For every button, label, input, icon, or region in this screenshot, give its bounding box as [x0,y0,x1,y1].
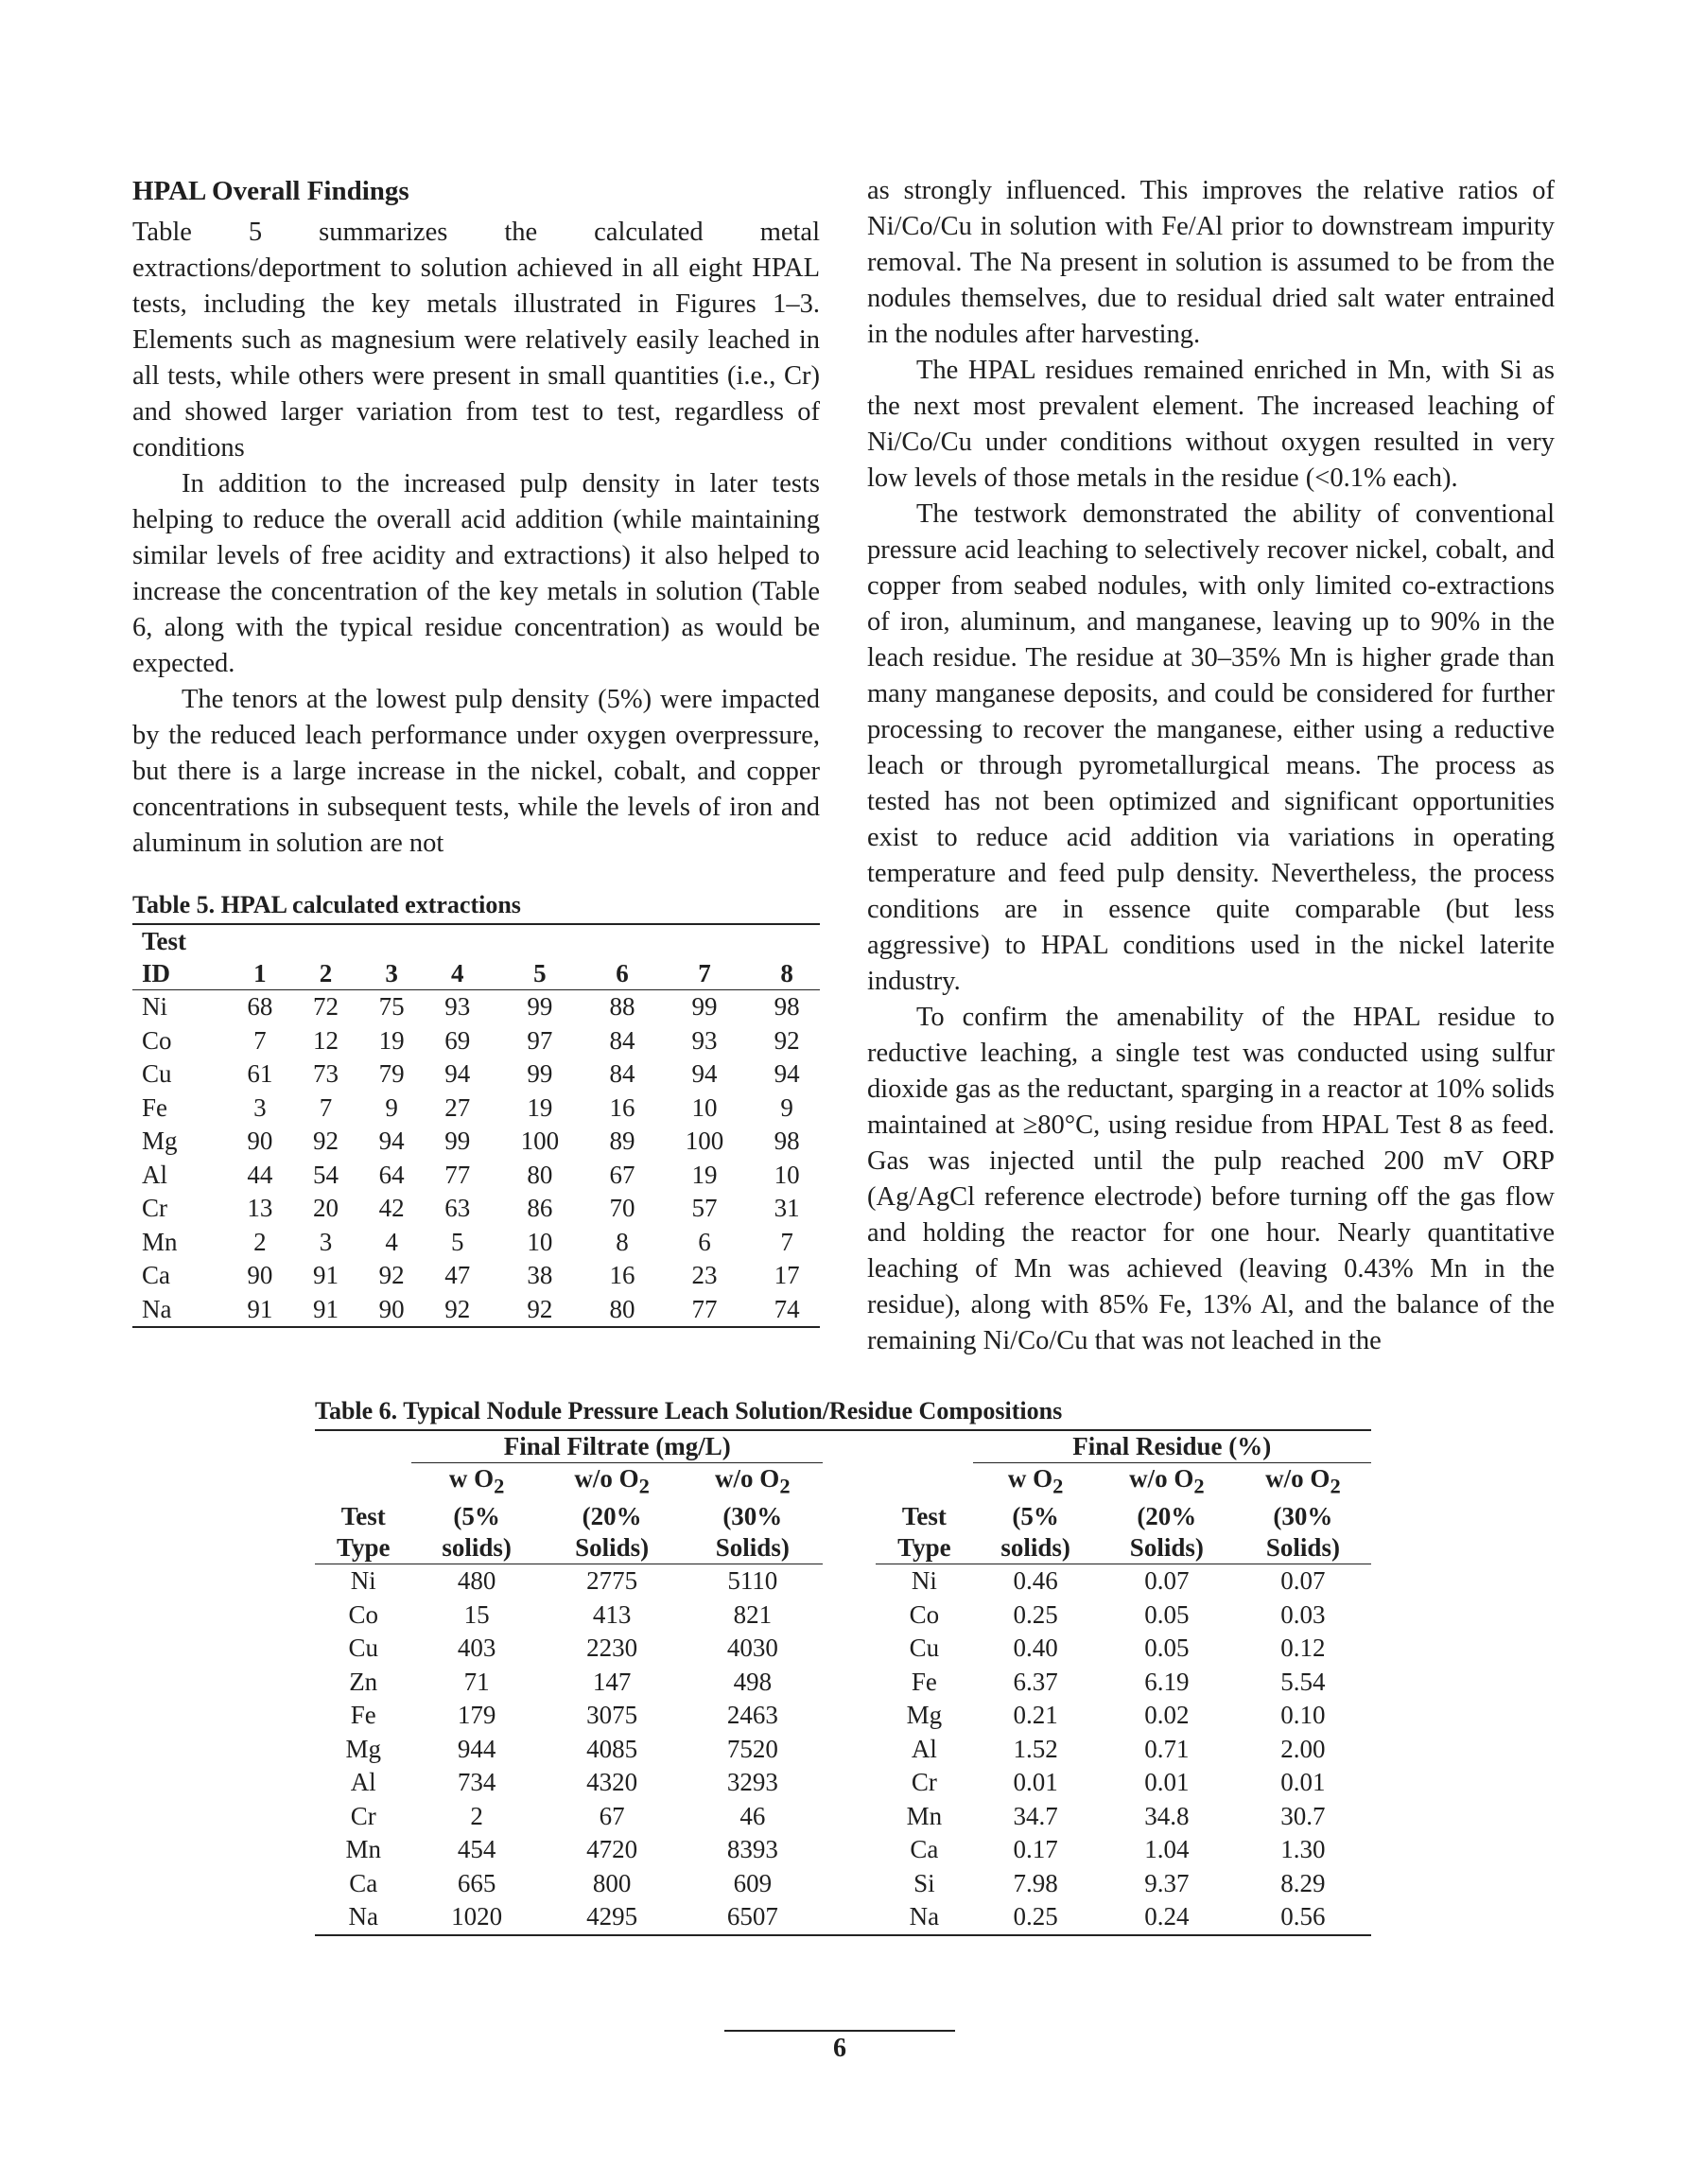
table-cell: 5 [451,1227,464,1256]
table-cell: 98 [774,992,800,1021]
table-cell: 44 [247,1160,273,1189]
table-cell: 8393 [726,1835,778,1864]
table-cell: 147 [592,1667,632,1696]
table-cell: 67 [599,1801,625,1830]
table-5-test-id: 5 [491,957,590,990]
element-label: Fe [350,1701,376,1730]
table-cell: 71 [463,1667,490,1696]
table-5-header-id: ID [132,957,227,990]
paragraph: as strongly influenced. This improves the relative ratios of Ni/Co/Cu in solution with Fe/Al prior to downstream impurity removal. The Na present in solution is assumed to be from the nodules themselves, due to residual dried salt water entrained in the nodules after harvesting. [867,176,1555,349]
table-cell: 99 [527,992,553,1021]
element-label: Al [142,1160,167,1189]
table-cell: 3 [253,1092,267,1122]
table-cell: 69 [444,1025,471,1055]
table-cell: 30.7 [1280,1801,1326,1830]
element-label: Mn [142,1227,178,1256]
element-label: Mg [906,1701,943,1730]
element-label: Na [876,1900,972,1935]
table-5-test-id: 7 [655,957,755,990]
table-cell: 84 [609,1059,635,1088]
table-cell: 79 [378,1059,405,1088]
element-label: Cr [350,1801,376,1830]
page-number: 6 [833,2034,846,2063]
element-label: Zn [349,1667,378,1696]
table-5-grid [132,925,820,1328]
table-cell: 20 [312,1194,339,1222]
table-cell: 92 [425,1293,491,1328]
table-cell: 86 [527,1194,553,1222]
table-5-test-id: 1 [227,957,293,990]
table-cell: 94 [774,1059,800,1088]
table-5-test-id: 4 [425,957,491,990]
table-cell: 34.8 [1144,1801,1190,1830]
table-cell: 0.40 [1013,1634,1058,1663]
table-cell: 7 [780,1227,793,1256]
element-label: Na [315,1900,411,1935]
table-cell: 3293 [726,1768,778,1797]
column-gap [823,1632,876,1666]
element-label: Ni [911,1566,937,1596]
table-cell: 16 [609,1261,635,1289]
element-label: Ca [910,1835,939,1864]
table-row [132,990,820,1024]
table-cell: 1.30 [1280,1835,1326,1864]
column-header-test-type: Test Type [876,1463,972,1564]
table-cell: 10 [527,1227,553,1256]
table-cell: 19 [527,1092,553,1122]
column-gap [823,1733,876,1767]
column-header-w-o2-5: w $O_2$ (5% solids) [973,1463,1099,1564]
table-cell: 77 [444,1160,471,1189]
table-cell: 99 [527,1059,553,1088]
element-label: Mg [142,1127,178,1155]
group-header-filtrate: Final Filtrate (mg/L) [411,1431,823,1463]
table-5-test-id: 2 [293,957,359,990]
element-label: Cu [909,1634,940,1663]
table-cell: 0.24 [1099,1900,1235,1935]
table-cell: 0.21 [1013,1701,1058,1730]
table-cell: 94 [691,1059,718,1088]
table-cell: 0.05 [1144,1634,1190,1663]
table-cell: 0.03 [1280,1599,1326,1629]
table-cell: 734 [457,1768,496,1797]
column-header-w-o2-5: w $O_2$ (5% solids) [411,1463,541,1564]
table-cell: 2463 [726,1701,778,1730]
table-row [315,1867,1371,1901]
paragraph: To confirm the amenability of the HPAL residue to reductive leaching, a single test was conducted using sulfur dioxide gas as the reductant, sparging in a reactor at 10% solids maintained at ≥80°C, using residue from HPAL Test 8 as feed. Gas was injected until the pulp reached 200 mV ORP (Ag/AgCl reference electrode) before turning off the gas flow and holding the reactor for one hour. Nearly quantitative leaching of Mn was achieved (leaving 0.43% Mn in the residue), along with 85% Fe, 13% Al, and the balance of the remaining Ni/Co/Cu that was not leached in the [867,1003,1555,1355]
column-gap [823,1599,876,1633]
table-cell: 98 [774,1127,800,1155]
table-cell: 75 [378,992,405,1021]
table-row [315,1599,1371,1633]
table-cell: 0.25 [973,1900,1099,1935]
section-title: HPAL Overall Findings [132,176,409,206]
table-cell: 92 [378,1261,405,1289]
table-cell: 0.12 [1280,1634,1326,1663]
table-cell: 3 [319,1227,333,1256]
element-label: Ni [142,992,167,1021]
paragraph: Table 5 summarizes the calculated metal extractions/deportment to solution achieved in all eight HPAL tests, including the key metals illustrated in Figures 1–3. Elements such as magnesium were relatively easily leached in all tests, while others were present in small quantities (i.e., Cr) and showed larger variation from test to test, regardless of conditions [132,218,820,463]
table-row [132,1024,820,1058]
table-row [315,1632,1371,1666]
element-label: Ca [349,1868,378,1897]
paragraph: The tenors at the lowest pulp density (5%) were impacted by the reduced leach performance under oxygen overpressure, but there is a large increase in the nickel, cobalt, and copper concentrations in subsequent tests, while the levels of iron and aluminum in solution are not [132,685,820,858]
element-label: Co [142,1025,172,1055]
column-gap [823,1867,876,1901]
paragraph: The HPAL residues remained enriched in Mn, with Si as the next most prevalent element. The increased leaching of Ni/Co/Cu under conditions without oxygen resulted in very low levels of those metals in the residue (<0.1% each). [867,356,1555,493]
element-label: Fe [911,1667,937,1696]
table-cell: 84 [609,1025,635,1055]
element-label: Cr [142,1194,167,1222]
table-cell: 413 [592,1599,632,1629]
table-cell: 2230 [586,1634,638,1663]
table-cell: 12 [312,1025,339,1055]
paragraph: The testwork demonstrated the ability of conventional pressure acid leaching to selectively recover nickel, cobalt, and copper from seabed nodules, with only limited co-extractions of iron, aluminum, and manganese, leaving up to 90% in the leach residue. The residue at 30–35% Mn is higher grade than many manganese deposits, and could be considered for further processing to recover the manganese, either using a reductive leach or through pyrometallurgical means. The process as tested has not been optimized and significant opportunities exist to reduce acid addition via variations in operating temperature and feed pulp density. Nevertheless, the process conditions are in essence quite comparable (but less aggressive) to HPAL conditions used in the nickel laterite industry. [867,499,1555,996]
table-cell: 609 [733,1868,773,1897]
table-cell: 31 [774,1194,800,1222]
table-cell: 7520 [726,1734,778,1763]
table-cell: 2775 [586,1566,638,1596]
table-cell: 6507 [682,1900,823,1935]
table-cell: 68 [247,992,273,1021]
table-cell: 27 [444,1092,471,1122]
table-cell: 67 [609,1160,635,1189]
table-cell: 0.07 [1144,1566,1190,1596]
table-cell: 4030 [726,1634,778,1663]
element-label: Ni [350,1566,376,1596]
table-cell: 92 [774,1025,800,1055]
table-cell: 0.01 [1013,1768,1058,1797]
table-row [132,1259,820,1293]
table-row [132,1092,820,1126]
table-row [132,1226,820,1260]
table-cell: 0.25 [1013,1599,1058,1629]
table-cell: 19 [378,1025,405,1055]
paragraph: In addition to the increased pulp density in later tests helping to reduce the overall acid addition (while maintaining similar levels of free acidity and extractions) it also helped to increase the concentration of the key metals in solution (Table 6, along with the typical residue concentration) as would be expected. [132,469,820,678]
element-label: Si [913,1868,935,1897]
table-cell: 5110 [727,1566,778,1596]
table-cell: 99 [691,992,718,1021]
table-cell: 7 [253,1025,267,1055]
table-cell: 97 [527,1025,553,1055]
table-row [132,1293,820,1328]
table-cell: 34.7 [1013,1801,1058,1830]
left-column [132,173,820,862]
table-cell: 6.19 [1144,1667,1190,1696]
element-label: Mn [906,1801,943,1830]
table-cell: 17 [774,1261,800,1289]
table-cell: 90 [247,1127,273,1155]
column-gap [823,1564,876,1599]
table-row [315,1564,1371,1599]
table-cell: 94 [378,1127,405,1155]
element-label: Ca [142,1261,170,1289]
table-cell: 89 [609,1127,635,1155]
table-cell: 7 [319,1092,333,1122]
element-label: Co [909,1599,940,1629]
table-cell: 88 [609,992,635,1021]
table-cell: 665 [457,1868,496,1897]
table-cell: 1020 [411,1900,541,1935]
column-header-test-type: Test Type [315,1463,411,1564]
table-cell: 100 [685,1127,724,1155]
table-cell: 15 [463,1599,490,1629]
column-gap [823,1766,876,1800]
table-cell: 0.02 [1144,1701,1190,1730]
table-cell: 2.00 [1280,1734,1326,1763]
table-cell: 0.01 [1144,1768,1190,1797]
table-cell: 0.01 [1280,1768,1326,1797]
table-cell: 0.07 [1280,1566,1326,1596]
table-cell: 46 [739,1801,766,1830]
table-5-test-id: 8 [754,957,820,990]
table-cell: 0.10 [1280,1701,1326,1730]
table-cell: 0.46 [1013,1566,1058,1596]
table-cell: 454 [457,1835,496,1864]
element-label: Fe [142,1092,167,1122]
table-cell: 72 [312,992,339,1021]
table-cell: 57 [691,1194,718,1222]
table-cell: 5.54 [1280,1667,1326,1696]
table-row [132,1192,820,1226]
table-cell: 100 [520,1127,560,1155]
table-cell: 7.98 [1013,1868,1058,1897]
element-label: Mn [345,1835,381,1864]
table-cell: 38 [527,1261,553,1289]
table-cell: 0.71 [1144,1734,1190,1763]
table-cell: 93 [691,1025,718,1055]
table-6-caption: Table 6. Typical Nodule Pressure Leach Solution/Residue Compositions [315,1395,1371,1431]
table-cell: 8.29 [1280,1868,1326,1897]
column-gap [823,1699,876,1733]
column-gap [823,1900,876,1935]
table-cell: 4 [385,1227,398,1256]
table-cell: 3075 [586,1701,638,1730]
table-cell: 1.52 [1013,1734,1058,1763]
table-cell: 73 [312,1059,339,1088]
table-cell: 0.17 [1013,1835,1058,1864]
table-cell: 480 [457,1566,496,1596]
table-cell: 10 [691,1092,718,1122]
table-cell: 4295 [542,1900,683,1935]
table-cell: 93 [444,992,471,1021]
table-cell: 80 [527,1160,553,1189]
column-header-wo-o2-30: w/o $O_2$ (30% Solids) [1235,1463,1371,1564]
table-cell: 91 [293,1293,359,1328]
table-cell: 4320 [586,1768,638,1797]
table-row [315,1699,1371,1733]
table-cell: 821 [733,1599,773,1629]
table-row [132,1125,820,1159]
table-cell: 92 [491,1293,590,1328]
table-cell: 0.56 [1235,1900,1371,1935]
table-row [315,1833,1371,1867]
table-cell: 800 [592,1868,632,1897]
table-6 [315,1395,1371,1936]
table-cell: 179 [457,1701,496,1730]
table-5-caption: Table 5. HPAL calculated extractions [132,889,820,925]
table-cell: 4720 [586,1835,638,1864]
table-5 [132,889,820,1328]
element-label: Al [350,1768,376,1797]
group-header-residue: Final Residue (%) [973,1431,1371,1463]
element-label: Na [132,1293,227,1328]
table-cell: 0.05 [1144,1599,1190,1629]
element-label: Cu [348,1634,378,1663]
table-cell: 90 [358,1293,425,1328]
table-cell: 99 [444,1127,471,1155]
table-cell: 77 [655,1293,755,1328]
table-5-test-id: 3 [358,957,425,990]
table-cell: 6.37 [1013,1667,1058,1696]
table-cell: 2 [253,1227,267,1256]
table-cell: 6 [698,1227,711,1256]
table-row [132,1057,820,1092]
element-label: Cu [142,1059,172,1088]
element-label: Cr [911,1768,937,1797]
table-cell: 74 [754,1293,820,1328]
table-row [315,1766,1371,1800]
table-cell: 4085 [586,1734,638,1763]
table-cell: 91 [312,1261,339,1289]
table-cell: 92 [312,1127,339,1155]
table-cell: 94 [444,1059,471,1088]
table-cell: 70 [609,1194,635,1222]
table-cell: 944 [457,1734,496,1763]
table-cell: 42 [378,1194,405,1222]
column-header-wo-o2-20: w/o $O_2$ (20% Solids) [542,1463,683,1564]
table-cell: 61 [247,1059,273,1088]
table-row [315,1666,1371,1700]
table-row [132,1159,820,1193]
table-cell: 90 [247,1261,273,1289]
element-label: Co [348,1599,378,1629]
table-cell: 13 [247,1194,273,1222]
column-header-wo-o2-20: w/o $O_2$ (20% Solids) [1099,1463,1235,1564]
table-5-test-id: 6 [589,957,655,990]
table-cell: 9 [780,1092,793,1122]
table-cell: 8 [616,1227,629,1256]
table-cell: 63 [444,1194,471,1222]
column-gap [823,1666,876,1700]
table-cell: 23 [691,1261,718,1289]
table-row [315,1733,1371,1767]
table-cell: 16 [609,1092,635,1122]
footer-rule [724,2030,955,2032]
table-6-grid [315,1431,1371,1936]
table-cell: 91 [227,1293,293,1328]
table-cell: 403 [457,1634,496,1663]
table-cell: 80 [589,1293,655,1328]
table-cell: 9.37 [1144,1868,1190,1897]
table-cell: 54 [312,1160,339,1189]
table-row [315,1800,1371,1834]
right-column [867,173,1555,1359]
table-cell: 9 [385,1092,398,1122]
table-cell: 1.04 [1144,1835,1190,1864]
element-label: Mg [345,1734,381,1763]
table-5-header-test: Test [142,927,187,955]
table-cell: 498 [733,1667,773,1696]
table-cell: 64 [378,1160,405,1189]
table-cell: 19 [691,1160,718,1189]
table-cell: 47 [444,1261,471,1289]
column-gap [823,1833,876,1867]
table-cell: 10 [774,1160,800,1189]
table-row [315,1900,1371,1935]
element-label: Al [911,1734,937,1763]
column-header-wo-o2-30: w/o $O_2$ (30% Solids) [682,1463,823,1564]
column-gap [823,1800,876,1834]
table-cell: 2 [470,1801,483,1830]
